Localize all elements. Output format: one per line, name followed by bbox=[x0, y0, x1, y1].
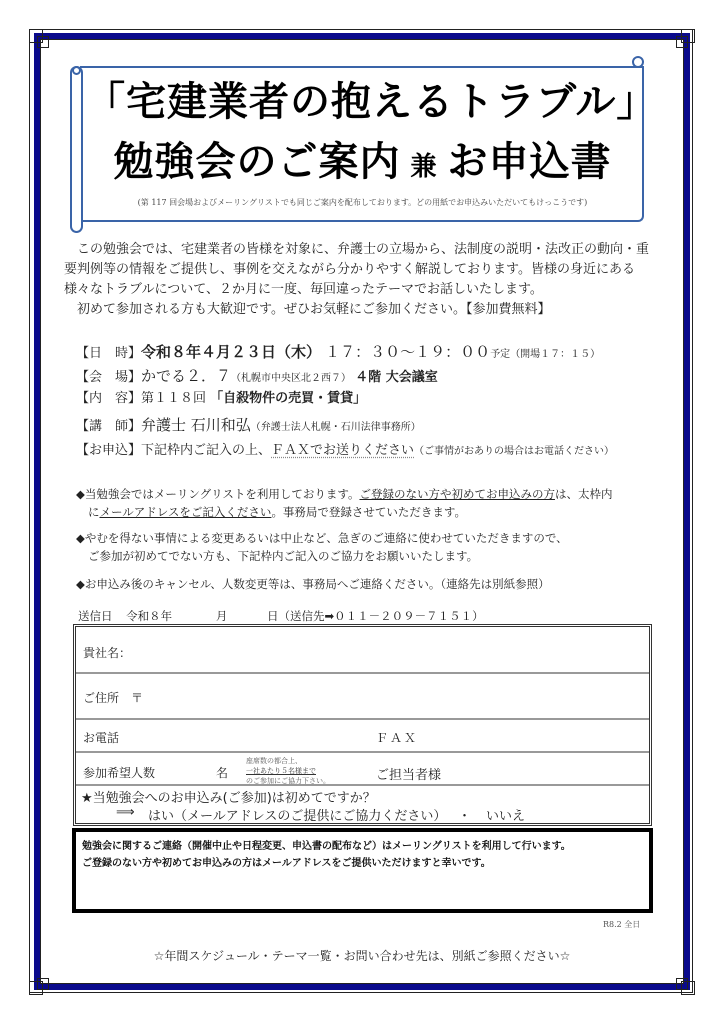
apply-note: （ご事情がおありの場合はお電話ください） bbox=[414, 446, 615, 457]
note1-email-request: メールアドレスをご記入ください bbox=[99, 505, 272, 519]
note2-line1: ◆やむを得ない事情による変更あるいは中止など、急ぎのご連絡に使わせていただきますので、 bbox=[76, 531, 568, 545]
intro-paragraph-1: この勉強会では、宅建業者の皆様を対象に、弁護士の立場から、法制度の説明・法改正の動向・重要判例等の情報をご提供し、事例を交えながら分かりやすく解説しております。皆様の身近にある様々なトラブルについて、２か月に一度、毎回違ったテーマでお話しいたします。 bbox=[64, 242, 650, 297]
detail-datetime bbox=[76, 343, 656, 364]
lecturer-name: 弁護士 石川和弘 bbox=[141, 416, 251, 434]
doors-open: （開場１７：１５） bbox=[510, 349, 601, 360]
page-title: 「宅建業者の抱えるトラブル」 bbox=[85, 79, 658, 125]
lecturer-affiliation: （弁護士法人札幌・石川法律事務所） bbox=[250, 422, 421, 433]
option-separator: ・ bbox=[458, 809, 472, 824]
content-label: 【内 容】 bbox=[76, 391, 142, 406]
contact-person-label: ご担当者様 bbox=[376, 768, 442, 783]
apply-label: 【お申込】 bbox=[76, 443, 142, 458]
apply-fax: ＦＡＸでお送りください bbox=[271, 443, 415, 458]
seat-note-line2: 一社あたり５名様まで bbox=[246, 767, 316, 775]
address-field[interactable] bbox=[76, 674, 649, 720]
frame-corner-bl-inner bbox=[37, 978, 49, 990]
title-part1: 勉強会のご案内 bbox=[113, 139, 401, 185]
page-subtitle-heading bbox=[85, 136, 640, 193]
fax-label: ＦＡＸ bbox=[376, 731, 419, 745]
note1-underlined: ご登録のない方や初めてお申込みの方 bbox=[359, 487, 555, 501]
note-changes bbox=[76, 529, 656, 565]
note1-text-4: 。事務局で登録させていただきます。 bbox=[271, 505, 467, 519]
intro-text bbox=[64, 240, 660, 320]
participants-unit: 名 bbox=[216, 766, 229, 780]
mail-box-line2: ご登録のない方や初めてお申込みの方はメールアドレスをご提供いただけますと幸いです。 bbox=[82, 858, 491, 869]
seat-note-line3: のご参加にご協力下さい。 bbox=[246, 777, 330, 785]
distribution-note: (第 117 回会場およびメーリングリストでも同じご案内を配布しております。どの用紙でお申込みいただいてもけっこうです) bbox=[137, 198, 588, 207]
frame-corner-br-inner bbox=[676, 978, 688, 990]
note1-text-3: に bbox=[88, 505, 100, 519]
venue-label: 【会 場】 bbox=[76, 370, 142, 385]
first-time-yes-option[interactable]: はい（メールアドレスのご提供にご協力ください） bbox=[148, 809, 447, 824]
email-entry-box[interactable] bbox=[72, 828, 653, 913]
event-date: 令和８年４月２３日（木） bbox=[141, 343, 322, 361]
apply-text: 下記枠内ご記入の上、 bbox=[141, 443, 272, 458]
application-form bbox=[73, 624, 652, 826]
detail-content bbox=[76, 390, 656, 408]
frame-corner-tl-inner bbox=[37, 36, 49, 48]
seat-limit-note bbox=[246, 756, 330, 786]
detail-apply bbox=[76, 442, 656, 461]
note1-text-2: は、太枠内 bbox=[554, 487, 613, 501]
send-date-year: 令和８年 bbox=[126, 609, 173, 623]
scroll-curl-left-icon bbox=[72, 66, 81, 75]
company-field[interactable] bbox=[76, 627, 649, 674]
first-time-no-option[interactable]: いいえ bbox=[486, 809, 526, 824]
scroll-banner-bottom bbox=[83, 212, 644, 222]
note3-text: ◆お申込み後のキャンセル、人数変更等は、事務局へご連絡ください。（連絡先は別紙参照） bbox=[76, 577, 550, 591]
detail-lecturer bbox=[76, 416, 656, 437]
first-time-question: ★当勉強会へのお申込み(ご参加)は初めてですか？ bbox=[81, 791, 376, 806]
arrow-icon: ⟹ bbox=[116, 805, 135, 820]
note2-line2: ご参加が初めてでない方も、下記枠内ご記入のご協力をお願いいたします。 bbox=[88, 549, 479, 563]
footer-note: ☆年間スケジュール・テーマ一覧・お問い合わせ先は、別紙ご参照ください☆ bbox=[153, 949, 571, 963]
venue-name: かでる２．７ bbox=[141, 367, 232, 385]
venue-room: ４階 大会議室 bbox=[355, 370, 438, 385]
phone-fax-row bbox=[76, 720, 649, 753]
phone-label: お電話 bbox=[83, 731, 120, 745]
note1-text: ◆当勉強会ではメーリングリストを利用しております。 bbox=[76, 487, 360, 501]
intro-paragraph-2: 初めて参加される方も大歓迎です。ぜひお気軽にご参加ください。【参加費無料】 bbox=[64, 302, 551, 317]
company-label: 貴社名： bbox=[83, 646, 132, 660]
note-cancellation bbox=[76, 575, 656, 593]
send-date-line bbox=[78, 608, 484, 624]
participants-row bbox=[76, 753, 649, 786]
seat-note-line1: 座席数の都合上、 bbox=[246, 757, 302, 765]
event-time: １７：３０～１９：００ bbox=[325, 343, 491, 361]
address-label: ご住所 〒 bbox=[83, 691, 144, 705]
send-date-label: 送信日 bbox=[78, 609, 113, 623]
fax-destination: （送信先➡０１１－２０９－７１５１） bbox=[278, 609, 484, 623]
scroll-banner-top bbox=[80, 66, 643, 68]
scroll-curl-icon bbox=[632, 56, 644, 68]
scroll-roll-icon bbox=[70, 66, 83, 233]
title-kan: 兼 bbox=[410, 152, 438, 182]
note-mailing-list bbox=[76, 485, 656, 521]
lecturer-label: 【講 師】 bbox=[76, 419, 142, 434]
version-tag: R8.2 全日 bbox=[603, 920, 641, 929]
session-theme: 「自殺物件の売買・賃貸」 bbox=[210, 391, 367, 406]
detail-venue bbox=[76, 367, 656, 388]
send-date-month[interactable]: 月 bbox=[215, 609, 228, 623]
send-date-day[interactable]: 日 bbox=[266, 609, 279, 623]
session-number: 第１１８回 bbox=[141, 391, 207, 406]
participants-label: 参加希望人数 bbox=[83, 766, 156, 780]
title-part2: お申込書 bbox=[447, 139, 612, 185]
datetime-label: 【日 時】 bbox=[76, 346, 142, 361]
planned-tag: 予定 bbox=[490, 349, 511, 360]
first-time-row bbox=[76, 786, 649, 824]
venue-address: （札幌市中央区北２西７） bbox=[231, 373, 352, 384]
mail-box-line1: 勉強会に関するご連絡（開催中止や日程変更、申込書の配布など）はメーリングリストを利用して行います。 bbox=[82, 841, 571, 852]
frame-corner-tr-inner bbox=[676, 36, 688, 48]
